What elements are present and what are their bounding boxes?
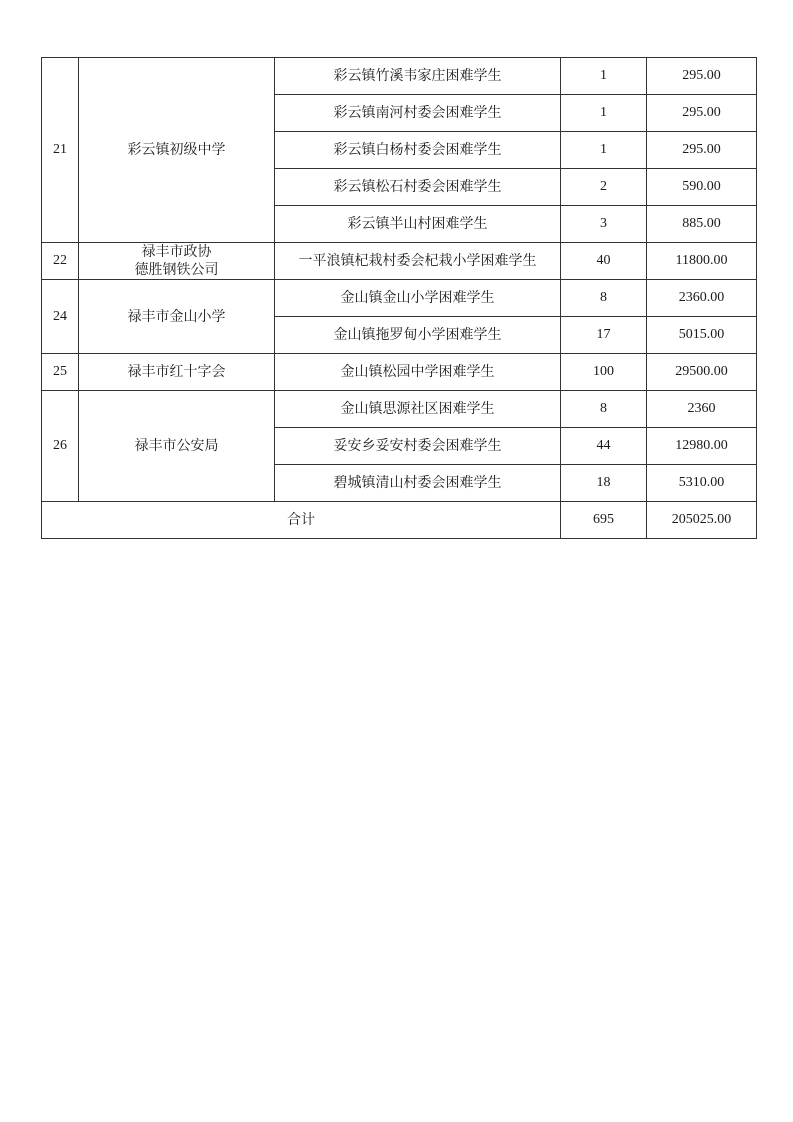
recipient-cell: 一平浪镇杞栽村委会杞栽小学困难学生 — [275, 243, 561, 280]
count-cell: 2 — [561, 169, 647, 206]
total-row — [42, 502, 757, 539]
donor-org-cell — [79, 391, 275, 502]
amount-cell: 295.00 — [647, 95, 757, 132]
table-row — [42, 58, 757, 95]
amount-cell: 29500.00 — [647, 354, 757, 391]
recipient-cell: 彩云镇南河村委会困难学生 — [275, 95, 561, 132]
donor-org-line: 德胜钢铁公司 — [134, 262, 219, 278]
recipient-cell: 金山镇拖罗甸小学困难学生 — [275, 317, 561, 354]
count-cell: 8 — [561, 280, 647, 317]
count-cell: 18 — [561, 465, 647, 502]
recipient-cell: 彩云镇半山村困难学生 — [275, 206, 561, 243]
amount-cell: 2360 — [647, 391, 757, 428]
group-number-cell: 21 — [42, 58, 79, 243]
count-cell: 1 — [561, 132, 647, 169]
total-amount: 205025.00 — [647, 502, 757, 539]
total-count: 695 — [561, 502, 647, 539]
recipient-cell: 妥安乡妥安村委会困难学生 — [275, 428, 561, 465]
amount-cell: 295.00 — [647, 132, 757, 169]
amount-cell: 2360.00 — [647, 280, 757, 317]
donor-org-line: 禄丰市红十字会 — [127, 364, 226, 380]
recipient-cell: 金山镇金山小学困难学生 — [275, 280, 561, 317]
count-cell: 44 — [561, 428, 647, 465]
donor-org-line: 彩云镇初级中学 — [127, 142, 226, 158]
donor-org-line: 禄丰市政协 — [141, 244, 212, 260]
table-row — [42, 391, 757, 428]
donor-org-line: 禄丰市公安局 — [134, 438, 219, 454]
count-cell: 8 — [561, 391, 647, 428]
amount-cell: 12980.00 — [647, 428, 757, 465]
donor-org-line: 禄丰市金山小学 — [127, 308, 226, 325]
donor-org-cell — [79, 354, 275, 391]
recipient-cell: 彩云镇白杨村委会困难学生 — [275, 132, 561, 169]
recipient-cell: 彩云镇松石村委会困难学生 — [275, 169, 561, 206]
amount-cell: 295.00 — [647, 58, 757, 95]
amount-cell: 11800.00 — [647, 243, 757, 280]
amount-cell: 885.00 — [647, 206, 757, 243]
donor-org-cell — [79, 243, 275, 280]
group-number-cell: 25 — [42, 354, 79, 391]
donor-org-cell — [79, 58, 275, 243]
count-cell: 1 — [561, 58, 647, 95]
count-cell: 17 — [561, 317, 647, 354]
recipient-cell: 金山镇松园中学困难学生 — [275, 354, 561, 391]
count-cell: 40 — [561, 243, 647, 280]
group-number-cell: 24 — [42, 280, 79, 354]
amount-cell: 5310.00 — [647, 465, 757, 502]
amount-cell: 5015.00 — [647, 317, 757, 354]
aid-table-body — [42, 58, 757, 539]
group-number-cell: 26 — [42, 391, 79, 502]
count-cell: 1 — [561, 95, 647, 132]
table-row — [42, 280, 757, 317]
table-row — [42, 243, 757, 280]
recipient-cell: 碧城镇清山村委会困难学生 — [275, 465, 561, 502]
recipient-cell: 金山镇思源社区困难学生 — [275, 391, 561, 428]
count-cell: 3 — [561, 206, 647, 243]
total-label: 合计 — [42, 502, 561, 539]
amount-cell: 590.00 — [647, 169, 757, 206]
group-number-cell: 22 — [42, 243, 79, 280]
donor-org-cell — [79, 280, 275, 354]
count-cell: 100 — [561, 354, 647, 391]
recipient-cell: 彩云镇竹溪韦家庄困难学生 — [275, 58, 561, 95]
aid-table — [41, 57, 757, 539]
table-row — [42, 354, 757, 391]
